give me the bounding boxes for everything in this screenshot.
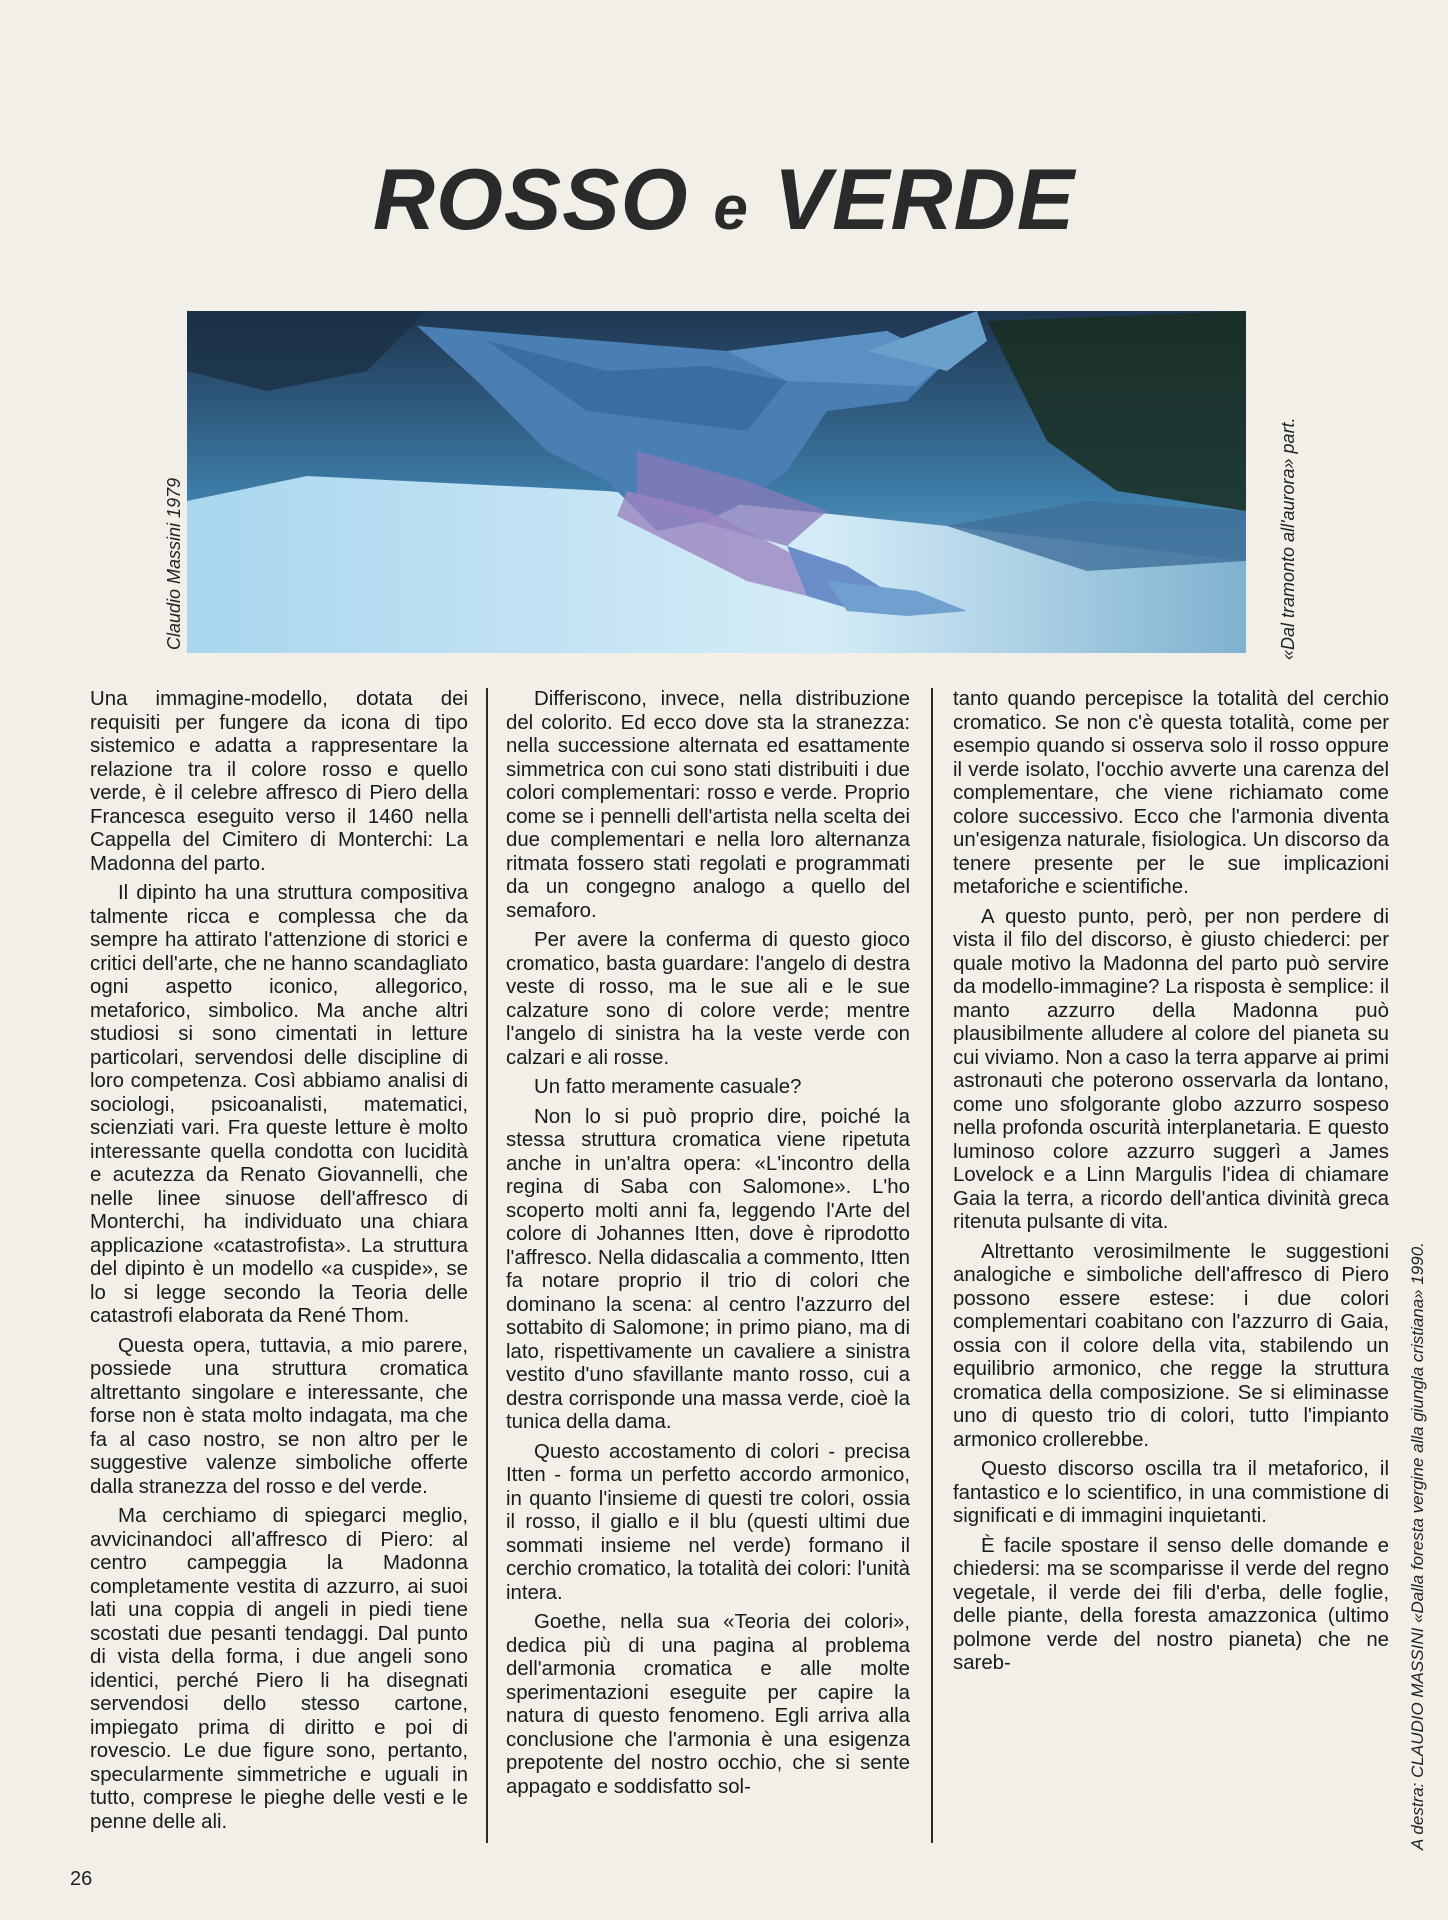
paragraph: Ma cerchiamo di spiegarci meglio, avvicinandoci all'affresco di Piero: al centro campeggia la Madonna completamente vestita di azzurro, ai suoi lati una coppia di angeli in piedi tiene scostati due pesanti tendaggi. Dal punto di vista della forma, i due angeli sono identici, perché Piero li ha disegnati servendosi dello stesso cartone, impiegato prima di diritto e poi di rovescio. Le due figure sono, pertanto, specularmente simmetriche e uguali in tutto, comprese le pieghe delle vesti e le penne delle ali. [90,1505,468,1833]
title-word-e: e [713,174,749,243]
paragraph: Questo discorso oscilla tra il metaforico, il fantastico e lo scientifico, in una commistione di significati e di immagini inquietanti. [953,1458,1389,1527]
photo-caption-right: «Dal tramonto all'aurora» part. [1278,417,1298,660]
paragraph: A questo punto, però, per non perdere di vista il filo del discorso, è giusto chiederci: per quale motivo la Madonna del parto può servire da modello-immagine? La risposta è semplice: il manto azzurro della Madonna può plausibilmente alludere al colore del pianeta su cui viviamo. Non a caso la terra apparve ai primi astronauti che poterono osservarla da lontano, come uno sfolgorante globo azzurro sospeso nella profonda oscurità interplanetaria. E questo luminoso colore azzurro suggerì a James Lovelock e a Linn Margulis l'idea di chiamare Gaia la terra, a ricordo dell'antica divinità greca ritenuta pulsante di vita. [953,905,1389,1233]
paragraph: Non lo si può proprio dire, poiché la stessa struttura cromatica viene ripetuta anche in un'altra opera: «L'incontro della regina di Saba con Salomone». L'ho scoperto molti anni fa, leggendo l'Arte del colore di Johannes Itten, dove è riprodotto l'affresco. Nella didascalia a commento, Itten fa notare proprio il trio di colori che dominano la scena: al centro l'azzurro del sottabito di Salomone; in primo piano, ma di lato, rispettivamente un cavaliere a sinistra vestito d'uno sfavillante manto rosso, cui a destra corrisponde una massa verde, cioè la tunica della dama. [506,1105,910,1433]
text-column-3 [953,688,1389,1682]
paragraph: Il dipinto ha una struttura compositiva talmente ricca e complessa che da sempre ha attirato l'attenzione di storici e critici dell'arte, che ne hanno scandagliato ogni aspetto iconico, allegorico, metaforico, simbolico. Ma anche altri studiosi si sono cimentati in letture particolari, servendosi delle discipline di loro competenza. Così abbiamo analisi di sociologi, psicoanalisti, matematici, scienziati vari. Fra queste letture è molto interessante quella condotta con lucidità e acutezza da Renato Giovannelli, che nelle linee sinuose dell'affresco di Monterchi, ha individuato una chiara applicazione «catastrofista». La struttura del dipinto è un modello «a cuspide», se lo si legge secondo la Teoria delle catastrofi elaborata da René Thom. [90,882,468,1327]
paragraph: Per avere la conferma di questo gioco cromatico, basta guardare: l'angelo di destra veste di rosso, ma le sue ali e le sue calzature sono di colore verde; mentre l'angelo di sinistra ha la veste verde con calzari e ali rosse. [506,929,910,1069]
paragraph: È facile spostare il senso delle domande e chiedersi: ma se scomparisse il verde del regno vegetale, il verde dei fili d'erba, delle foglie, delle piante, della foresta amazzonica (ultimo polmone verde del nostro pianeta) che ne sareb- [953,1534,1389,1674]
painting-artwork [187,311,1246,653]
side-caption: A destra: CLAUDIO MASSINI «Dalla foresta vergine alla giungla cristiana» 1990. [1408,1242,1427,1850]
painting-image [187,311,1246,653]
text-column-1 [90,688,468,1840]
paragraph: Un fatto meramente casuale? [534,1076,802,1098]
page-title [0,150,1448,259]
title-word-rosso: ROSSO [372,152,689,248]
paragraph: Questo accostamento di colori - precisa Itten - forma un perfetto accordo armonico, in quanto l'insieme di questi tre colori, ossia il rosso, il giallo e il blu (questi ultimi due sommati insieme nel verde) formano il cerchio cromatico, la totalità dei colori: l'unità intera. [506,1440,910,1604]
photo-credit-left: Claudio Massini 1979 [164,477,184,650]
column-divider [931,688,933,1843]
page-number: 26 [70,1868,93,1890]
paragraph: tanto quando percepisce la totalità del cerchio cromatico. Se non c'è questa totalità, come per esempio quando si osserva solo il rosso oppure il verde isolato, l'occhio avverte una carenza del complementare, che viene richiamato come colore successivo. Ecco che l'armonia diventa un'esigenza naturale, fisiologica. Un discorso da tenere presente per le sue implicazioni metaforiche e scientifiche. [953,688,1389,898]
text-column-2 [506,688,910,1805]
paragraph: Questa opera, tuttavia, a mio parere, possiede una struttura cromatica altrettanto singolare e interessante, che forse non è stata molto indagata, ma che fa al caso nostro, se non altro per le suggestive valenze simboliche offerte dalla stranezza del rosso e del verde. [90,1334,468,1498]
paragraph: Goethe, nella sua «Teoria dei colori», dedica più di una pagina al problema dell'armonia cromatica e alle molte sperimentazioni eseguite per capire la natura di questo fenomeno. Egli arriva alla conclusione che l'armonia è una esigenza prepotente del nostro occhio, che si sente appagato e soddisfatto sol- [506,1611,910,1798]
paragraph: Differiscono, invece, nella distribuzione del colorito. Ed ecco dove sta la stranezza: nella successione alternata ed esattamente simmetrica con cui sono stati distribuiti i due colori complementari: rosso e verde. Proprio come se i pennelli dell'artista nella scelta dei due complementari e nella loro alternanza ritmata fossero stati regolati e programmati da un congegno analogo a quello del semaforo. [506,688,910,922]
title-word-verde: VERDE [773,152,1076,248]
paragraph: Altrettanto verosimilmente le suggestioni analogiche e simboliche dell'affresco di Piero possono essere estese: i due colori complementari coabitano con l'azzurro di Gaia, ossia con il colore della vita, stabilendo un equilibrio armonico, che regge la struttura cromatica della composizione. Se si eliminasse uno di questo trio di colori, tutto l'impianto armonico crollerebbe. [953,1240,1389,1451]
column-divider [486,688,488,1843]
paragraph: Una immagine-modello, dotata dei requisiti per fungere da icona di tipo sistemico e adatta a rappresentare la relazione tra il colore rosso e quello verde, è il celebre affresco di Piero della Francesca eseguito verso il 1460 nella Cappella del Cimitero di Monterchi: La Madonna del parto. [90,688,468,875]
